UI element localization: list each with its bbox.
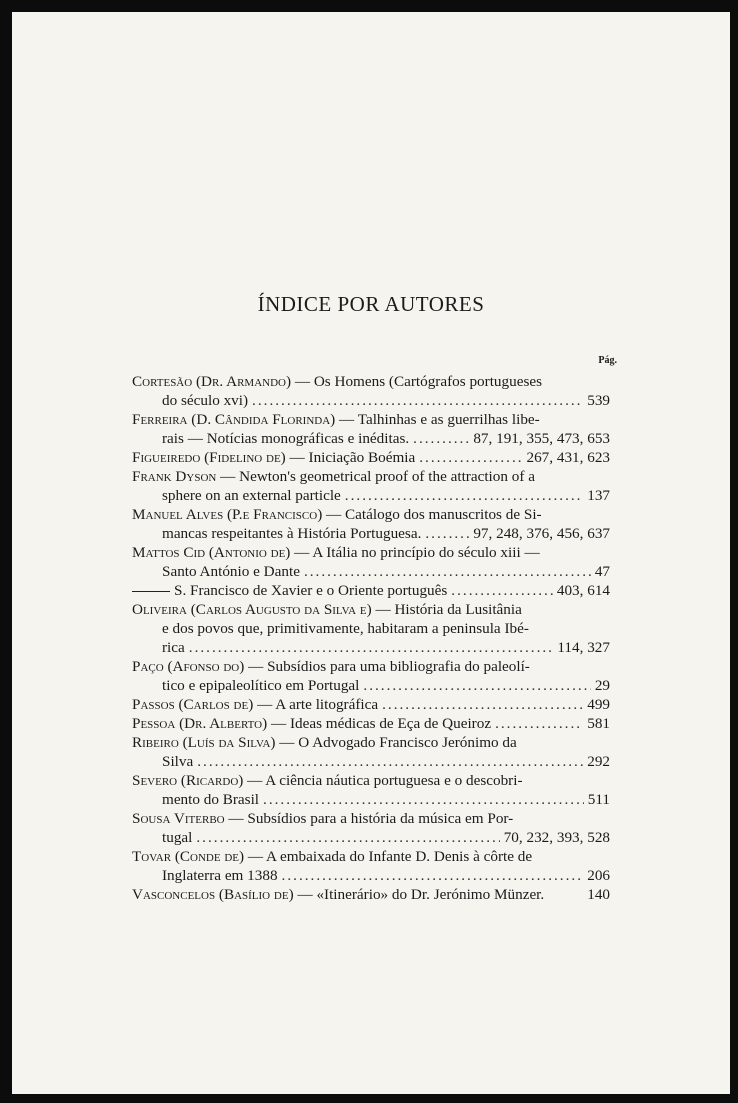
entry-continuation-line	[132, 790, 610, 809]
entry-continuation-line	[132, 866, 610, 885]
entry-title: — A embaixada do Infante D. Denis à côrte de	[247, 848, 533, 865]
entry-title: — A Itália no princípio do século xiii —	[294, 544, 540, 561]
index-entry	[132, 543, 610, 581]
entry-author: Mattos Cid (Antonio de)	[132, 544, 291, 561]
entry-continuation-line	[132, 429, 610, 448]
entry-pages: 499	[587, 696, 610, 713]
entry-first-line	[132, 600, 610, 619]
index-entry	[132, 771, 610, 809]
entry-title-cont: Silva	[162, 753, 194, 770]
index-entry	[132, 505, 610, 543]
entry-pages: 539	[587, 392, 610, 409]
leader-dots	[196, 828, 499, 847]
entry-title: — A arte litográfica	[257, 696, 379, 713]
index-entry	[132, 448, 610, 467]
entry-first-line	[132, 505, 610, 524]
entry-pages: 403, 614	[556, 582, 610, 599]
entry-title: — O Advogado Francisco Jerónimo da	[279, 734, 517, 751]
entry-pages: 267, 431, 623	[526, 449, 610, 466]
entry-title-cont: rais — Notícias monográficas e inéditas.	[162, 430, 410, 447]
index-entry	[132, 847, 610, 885]
entry-title: — Ideas médicas de Eça de Queiroz	[270, 715, 492, 732]
entry-first-line	[132, 410, 610, 429]
entry-first-line	[132, 771, 610, 790]
entry-title-cont: mento do Brasil	[162, 791, 260, 808]
entry-title: — Talhinhas e as guerrilhas libe-	[339, 411, 540, 428]
entry-author: Vasconcelos (Basílio de)	[132, 886, 294, 903]
entry-pages: 511	[587, 791, 610, 808]
entry-title: — Subsídios para uma bibliografia do paleolí-	[248, 658, 530, 675]
entry-title-cont: do século xvi)	[162, 392, 249, 409]
page-title: ÍNDICE POR AUTORES	[257, 292, 485, 316]
entry-continuation-line	[132, 638, 610, 657]
entry-author: Oliveira (Carlos Augusto da Silva e)	[132, 601, 372, 618]
entry-title: — «Itinerário» do Dr. Jerónimo Münzer.	[297, 886, 545, 903]
entry-pages: 97, 248, 376, 456, 637	[473, 525, 610, 542]
entry-title-cont: Santo António e Dante	[162, 563, 300, 580]
entry-title: — Newton's geometrical proof of the attraction of a	[220, 468, 535, 485]
entry-pages: 70, 232, 393, 528	[503, 829, 610, 846]
entry-title-cont: sphere on an external particle	[162, 487, 341, 504]
leader-dots	[363, 676, 590, 695]
entry-author: Pessoa (Dr. Alberto)	[132, 715, 268, 732]
entry-continuation-line	[132, 828, 610, 847]
entry-author: Sousa Viterbo	[132, 810, 225, 827]
index-entry	[132, 600, 610, 657]
entry-pages: 114, 327	[557, 639, 610, 656]
leader-dots	[495, 714, 583, 733]
entry-author: Severo (Ricardo)	[132, 772, 244, 789]
index-entry	[132, 885, 610, 904]
entry-author: Ribeiro (Luís da Silva)	[132, 734, 276, 751]
entry-continuation-line	[132, 676, 610, 695]
entry-first-line	[132, 809, 610, 828]
entry-author: Cortesão (Dr. Armando)	[132, 373, 292, 390]
leader-dots	[263, 790, 584, 809]
entry-continuation-line	[132, 562, 610, 581]
leader-dots	[189, 638, 554, 657]
entry-continuation-line	[132, 752, 610, 771]
leader-dots	[451, 581, 553, 600]
entry-pages: 140	[587, 886, 610, 903]
leader-dots	[197, 752, 583, 771]
entry-title: — Subsídios para a história da música em Por-	[228, 810, 514, 827]
entry-title-cont: rica	[162, 639, 185, 656]
ditto-author-dash	[132, 591, 170, 592]
index-entry	[132, 657, 610, 695]
entry-continuation-line	[132, 524, 610, 543]
leader-dots	[304, 562, 591, 581]
entry-title-cont: tico e epipaleolítico em Portugal	[162, 677, 360, 694]
entry-title: — Catálogo dos manuscritos de Si-	[326, 506, 542, 523]
entry-first-line	[132, 733, 610, 752]
leader-dots	[382, 695, 583, 714]
entry-continuation-line	[132, 619, 610, 638]
index-entry	[132, 714, 610, 733]
entry-author: Paço (Afonso do)	[132, 658, 245, 675]
entry-author: Manuel Alves (P.e Francisco)	[132, 506, 323, 523]
entry-author: Ferreira (D. Cândida Florinda)	[132, 411, 336, 428]
entry-continuation-line	[132, 391, 610, 410]
index-entry	[132, 372, 610, 410]
entry-title: — Iniciação Boémia	[289, 449, 416, 466]
entry-title: — História da Lusitânia	[375, 601, 522, 618]
entry-pages: 87, 191, 355, 473, 653	[473, 430, 610, 447]
entry-author: Tovar (Conde de)	[132, 848, 245, 865]
entry-pages: 29	[594, 677, 610, 694]
book-page	[12, 12, 730, 1094]
entry-pages: 292	[587, 753, 610, 770]
leader-dots	[425, 524, 469, 543]
entry-pages: 47	[594, 563, 610, 580]
entry-first-line	[132, 581, 610, 600]
entry-pages: 581	[587, 715, 610, 732]
leader-dots	[345, 486, 583, 505]
index-entry	[132, 695, 610, 714]
entry-pages: 206	[587, 867, 610, 884]
entry-title-cont: mancas respeitantes à História Portuguesa.	[162, 525, 422, 542]
entry-first-line	[132, 543, 610, 562]
entry-continuation-line	[132, 486, 610, 505]
entry-first-line	[132, 448, 610, 467]
leader-dots	[282, 866, 584, 885]
leader-dots	[413, 429, 469, 448]
entry-title: — A ciência náutica portuguesa e o descobri-	[247, 772, 523, 789]
entry-first-line	[132, 847, 610, 866]
entry-first-line	[132, 885, 610, 904]
entry-author: Frank Dyson	[132, 468, 217, 485]
entry-author: Figueiredo (Fidelino de)	[132, 449, 286, 466]
index-entry	[132, 809, 610, 847]
entry-title: S. Francisco de Xavier e o Oriente português	[174, 582, 448, 599]
leader-dots	[419, 448, 522, 467]
index-entry	[132, 733, 610, 771]
author-index	[132, 372, 610, 904]
index-entry	[132, 467, 610, 505]
entry-first-line	[132, 467, 610, 486]
entry-pages: 137	[587, 487, 610, 504]
leader-dots	[252, 391, 583, 410]
entry-author: Passos (Carlos de)	[132, 696, 254, 713]
entry-title: — Os Homens (Cartógrafos portugueses	[294, 373, 543, 390]
entry-first-line	[132, 714, 610, 733]
entry-first-line	[132, 372, 610, 391]
entry-first-line	[132, 695, 610, 714]
entry-title-cont: tugal	[162, 829, 193, 846]
page-column-label: Pág.	[598, 355, 617, 366]
index-entry	[132, 581, 610, 600]
index-entry	[132, 410, 610, 448]
entry-title-cont: e dos povos que, primitivamente, habitaram a peninsula Ibé-	[162, 620, 529, 637]
entry-title-cont: Inglaterra em 1388	[162, 867, 278, 884]
entry-first-line	[132, 657, 610, 676]
